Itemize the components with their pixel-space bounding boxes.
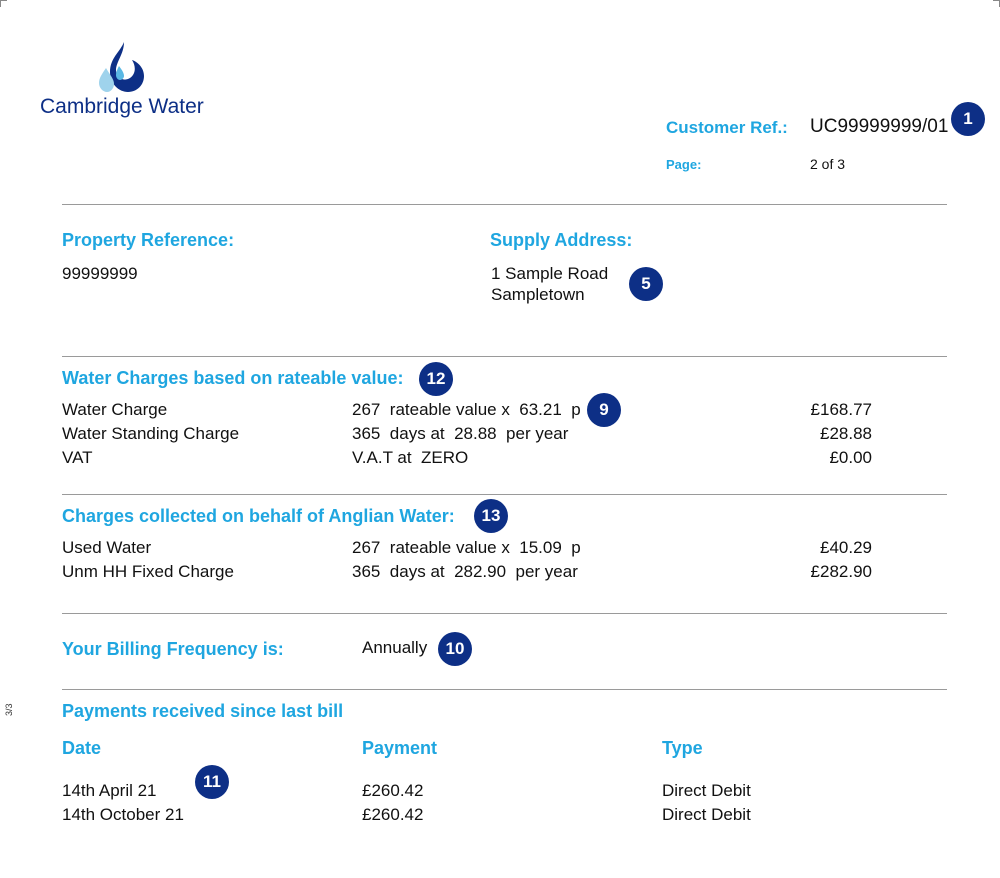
property-ref-value: 99999999: [62, 264, 138, 283]
payment-amount: £260.42: [362, 781, 424, 800]
charge-name: Water Standing Charge: [62, 424, 240, 443]
divider: [62, 689, 947, 690]
table-row: [62, 803, 862, 827]
badge-5: 5: [629, 267, 663, 301]
water-drop-logo-icon: [94, 40, 154, 96]
side-mark: 3/3: [4, 703, 14, 716]
charge-detail: V.A.T at ZERO: [352, 448, 469, 467]
payments-heading: Payments received since last bill: [62, 701, 344, 721]
charge-detail: 365 days at 282.90 per year: [352, 562, 578, 581]
charge-amount: £28.88: [820, 424, 872, 443]
charge-amount: £40.29: [820, 538, 872, 557]
badge-10: 10: [438, 632, 472, 666]
water-charges-heading: Water Charges based on rateable value:: [62, 368, 404, 388]
page-label: Page:: [666, 157, 702, 172]
supply-address-line1: 1 Sample Road: [491, 264, 609, 283]
payment-date: 14th October 21: [62, 805, 184, 824]
payment-type: Direct Debit: [662, 781, 751, 800]
billing-frequency-label: Your Billing Frequency is:: [62, 639, 284, 659]
brand-logo: [40, 40, 204, 120]
charge-name: VAT: [62, 448, 93, 467]
table-row: [62, 398, 872, 422]
table-row: [62, 536, 872, 560]
charge-amount: £282.90: [810, 562, 872, 581]
charge-name: Used Water: [62, 538, 152, 557]
table-row: [62, 446, 872, 470]
charge-amount: £0.00: [829, 448, 872, 467]
badge-12: 12: [419, 362, 453, 396]
brand-name: Cambridge Water: [40, 95, 204, 118]
crop-mark-top-left: [0, 0, 7, 7]
customer-ref-value: UC99999999/01: [810, 116, 949, 137]
divider: [62, 356, 947, 357]
property-ref-label: Property Reference:: [62, 230, 235, 250]
table-row: [62, 779, 862, 803]
charge-amount: £168.77: [810, 400, 872, 419]
payment-amount: £260.42: [362, 805, 424, 824]
charge-detail: 267 rateable value x 63.21 p: [352, 400, 581, 419]
badge-9: 9: [587, 393, 621, 427]
divider: [62, 494, 947, 495]
divider: [62, 204, 947, 205]
charge-detail: 267 rateable value x 15.09 p: [352, 538, 581, 557]
supply-address-label: Supply Address:: [490, 230, 633, 250]
crop-mark-top-right: [993, 0, 1000, 7]
column-header-payment: Payment: [362, 738, 438, 758]
charge-name: Unm HH Fixed Charge: [62, 562, 234, 581]
supply-address-line2: Sampletown: [491, 285, 585, 304]
payment-type: Direct Debit: [662, 805, 751, 824]
column-header-type: Type: [662, 738, 703, 758]
badge-13: 13: [474, 499, 508, 533]
page-value: 2 of 3: [810, 156, 846, 172]
table-row: [62, 560, 872, 584]
charge-detail: 365 days at 28.88 per year: [352, 424, 569, 443]
column-header-date: Date: [62, 738, 102, 758]
table-row: [62, 422, 872, 446]
customer-ref-label: Customer Ref.:: [666, 118, 788, 137]
billing-frequency-value: Annually: [362, 638, 428, 657]
anglian-charges-heading: Charges collected on behalf of Anglian Water:: [62, 506, 455, 526]
charge-name: Water Charge: [62, 400, 168, 419]
payment-date: 14th April 21: [62, 781, 157, 800]
badge-1: 1: [951, 102, 985, 136]
badge-11: 11: [195, 765, 229, 799]
divider: [62, 613, 947, 614]
